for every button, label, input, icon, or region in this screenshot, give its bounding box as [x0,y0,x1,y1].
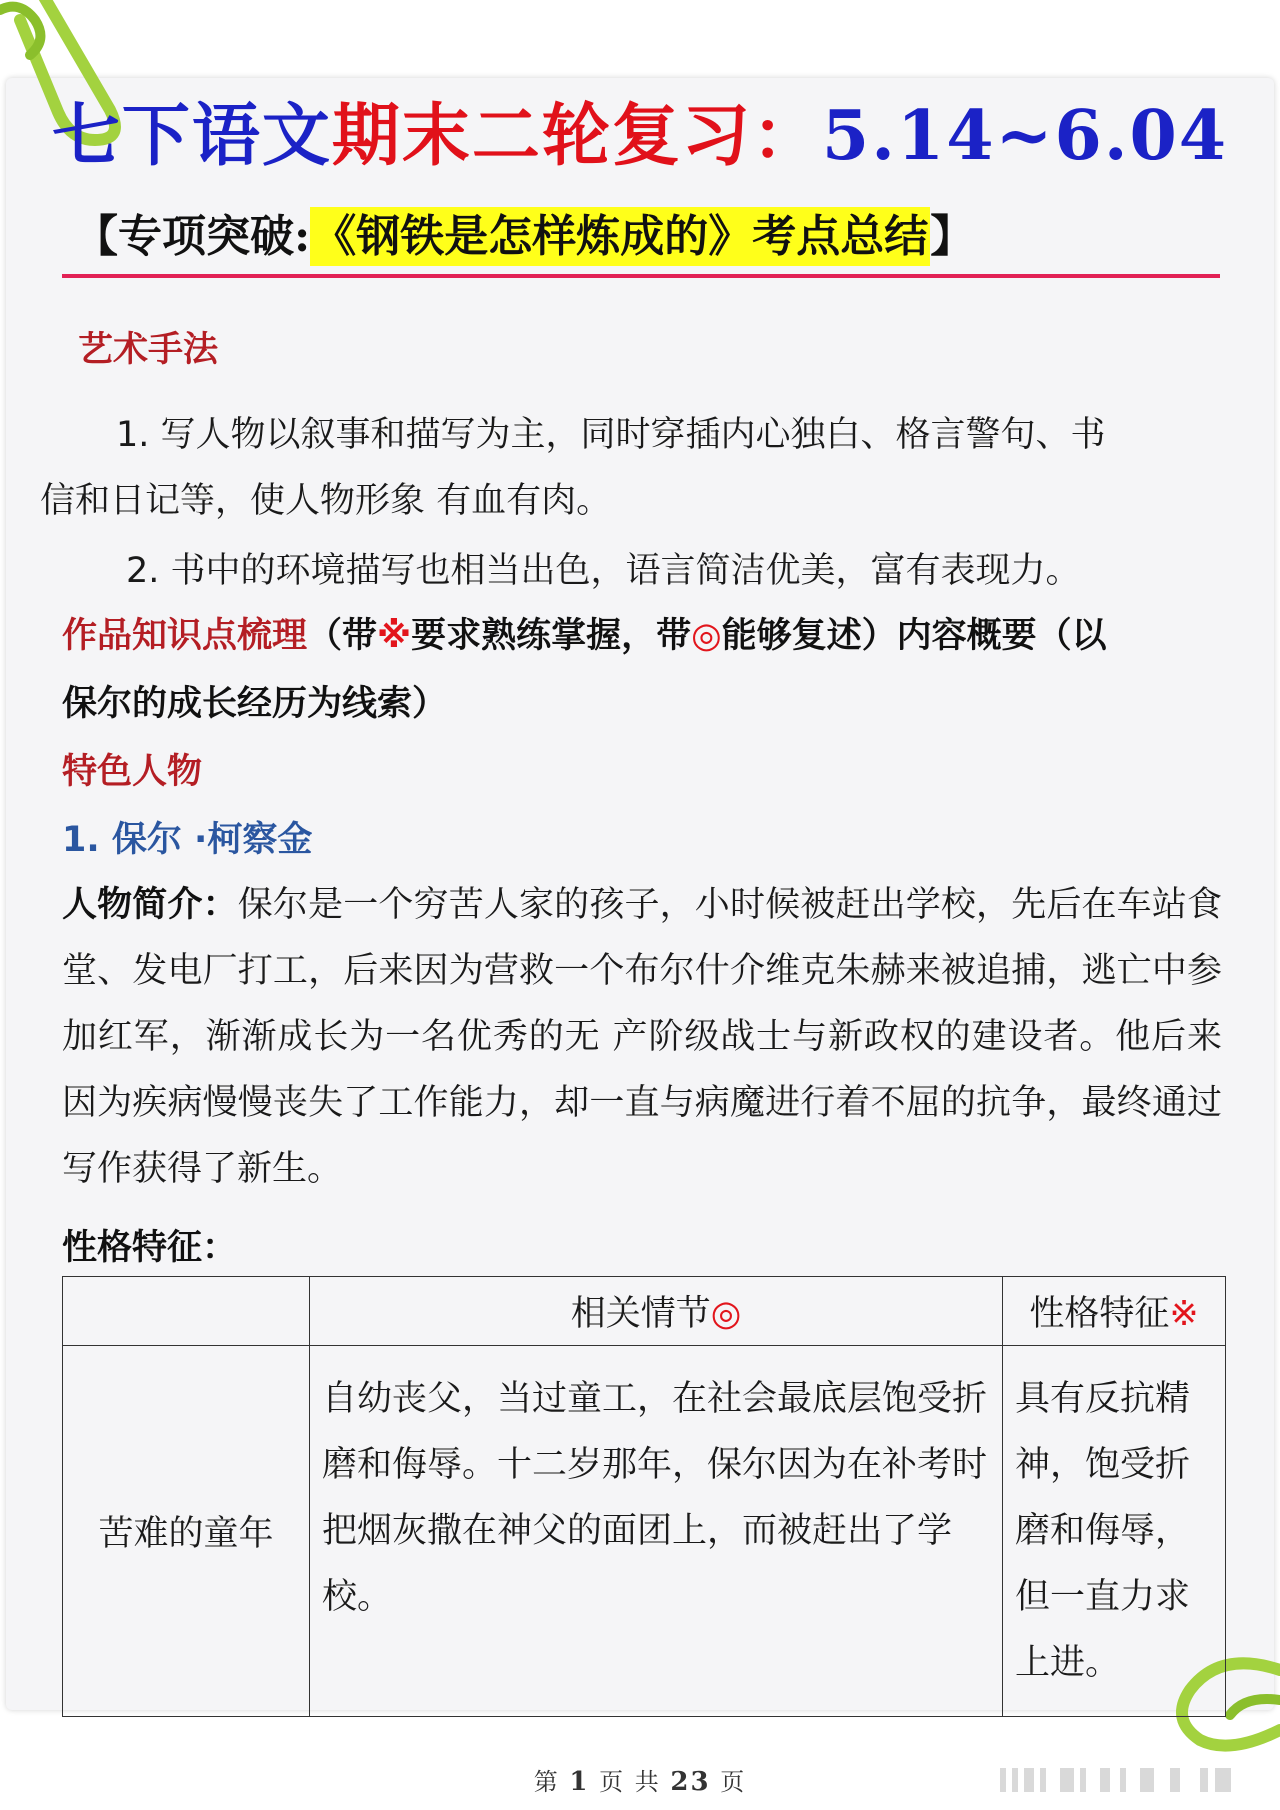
subtitle-open: 【专项突破: [74,211,311,262]
title-part1: 七下语文 [51,96,332,176]
character-intro-text: 保尔是一个穷苦人家的孩子，小时候被赶出学校，先后在车站食堂、发电厂打工，后来因为营救一个布尔什介维克朱赫来被追捕，逃亡中参加红军，渐渐成长为一名优秀的无 产阶级战士与新政权的建设者。他后来因为疾病慢慢丧失了工作能力，却一直与病魔进行着不屈的抗争，最终通过写作获得了新生。 [62,885,1222,1189]
character-name: 1. 保尔 ·柯察金 [62,820,313,860]
footer-page-number: 1 [569,1767,590,1797]
row-stage: 苦难的童年 [63,1346,310,1717]
character-intro-label: 人物简介： [62,885,238,925]
subtitle-highlight: 《钢铁是怎样炼成的》考点总结 [310,207,930,266]
footer-post: 页 [720,1768,747,1796]
traits-table [62,1276,1226,1717]
watermark-bars-icon [1000,1768,1250,1792]
art-point-1-line2: 信和日记等，使人物形象 有血有肉。 [40,481,612,521]
title-part2: 期末二轮复习： [331,96,822,176]
row-trait: 具有反抗精神，饱受折磨和侮辱，但一直力求上进。 [1003,1346,1226,1717]
table-header-row [63,1277,1226,1346]
knowledge-mark-b: ◎ [691,616,722,656]
page-title [0,82,1280,176]
header-trait [1003,1277,1226,1346]
knowledge-note-a: （带 [307,616,378,656]
table-row [63,1346,1226,1717]
knowledge-mark-a: ※ [377,616,412,656]
art-point-2: 2. 书中的环境描写也相当出色，语言简洁优美，富有表现力。 [126,551,1081,591]
knowledge-note-b: 要求熟练掌握，带 [411,616,692,656]
art-point-1 [40,402,1188,534]
header-trait-mark: ※ [1169,1294,1199,1334]
footer-total-pages: 23 [670,1767,711,1797]
title-date: 5.14~6.04 [821,96,1229,176]
knowledge-note-c: 能够复述）内容概要（以 [721,616,1107,656]
header-plot-mark: ◎ [710,1294,742,1334]
header-plot [310,1277,1003,1346]
knowledge-line-2: 保尔的成长经历为线索） [62,684,448,724]
title-divider [62,274,1220,278]
header-plot-label: 相关情节 [570,1294,711,1334]
characters-heading: 特色人物 [62,752,203,792]
knowledge-line-1 [62,608,1107,658]
row-plot: 自幼丧父，当过童工，在社会最底层饱受折磨和侮辱。十二岁那年，保尔因为在补考时把烟灰撒在神父的面团上，而被赶出了学校。 [310,1346,1003,1717]
knowledge-heading: 作品知识点梳理 [62,616,308,656]
character-intro [62,872,1222,1202]
page-subtitle [74,200,1224,274]
traits-label: 性格特征： [62,1228,238,1268]
header-empty-cell [63,1277,310,1346]
header-trait-label: 性格特征 [1029,1294,1170,1334]
footer-pre: 第 [533,1768,560,1796]
subtitle-close: 】 [930,211,975,262]
art-heading: 艺术手法 [78,330,219,370]
art-point-1-line1: 1. 写人物以叙事和描写为主，同时穿插内心独白、格言警句、书 [116,415,1106,455]
footer-mid: 页 共 [599,1768,661,1796]
